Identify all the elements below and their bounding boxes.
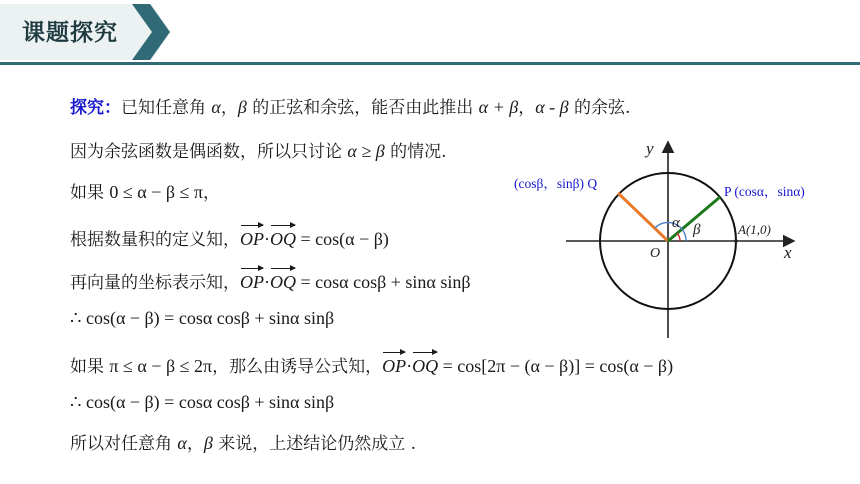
dot-product-definition-line: 根据数量积的定义知，OP·OQ = cos(α − β) [70,222,389,251]
point-a [734,239,738,243]
vector-op: OP [382,349,406,377]
point-a-label: A(1,0) [738,222,771,237]
point-q-label: (cosβ，sinβ) Q [514,176,598,191]
segment-oq [618,193,668,241]
vector-op: OP [240,265,264,293]
even-function-line: 因为余弦函数是偶函数，所以只讨论 α ≥ β 的情况. [70,141,447,162]
explore-label: 探究： [70,98,121,118]
case2-line: 如果 π ≤ α − β ≤ 2π，那么由诱导公式知，OP·OQ = cos[2π − (α − β)] = cos(α − β) [70,349,673,378]
header-banner [0,0,860,70]
beta-arc [677,233,680,241]
conclusion-1-line: ∴ cos(α − β) = cosα cosβ + sinα sinβ [70,308,335,328]
explore-line: 探究：已知任意角 α，β 的正弦和余弦，能否由此推出 α + β，α - β 的余弦. [70,97,631,118]
vector-oq: OQ [270,222,296,250]
vector-oq: OQ [270,265,296,293]
alpha-label: α [672,215,680,231]
page-title: 课题探究 [22,20,118,46]
vector-oq: OQ [412,349,438,377]
origin-label: O [650,246,661,261]
unit-circle-diagram [500,130,830,350]
header-decoration [0,0,860,70]
y-axis-label: y [646,139,654,158]
vector-op: OP [240,222,264,250]
coordinate-line: 再向量的坐标表示知，OP·OQ = cosα cosβ + sinα sinβ [70,265,470,294]
final-conclusion-line: 所以对任意角 α，β 来说，上述结论仍然成立 . [70,433,417,454]
point-p-label: P (cosα，sinα) [724,184,805,199]
beta-label: β [693,222,701,238]
case1-condition-line: 如果 0 ≤ α − β ≤ π， [70,182,220,203]
x-axis-label: x [784,243,792,262]
conclusion-2-line: ∴ cos(α − β) = cosα cosβ + sinα sinβ [70,392,335,412]
unit-circle-svg [500,130,830,350]
